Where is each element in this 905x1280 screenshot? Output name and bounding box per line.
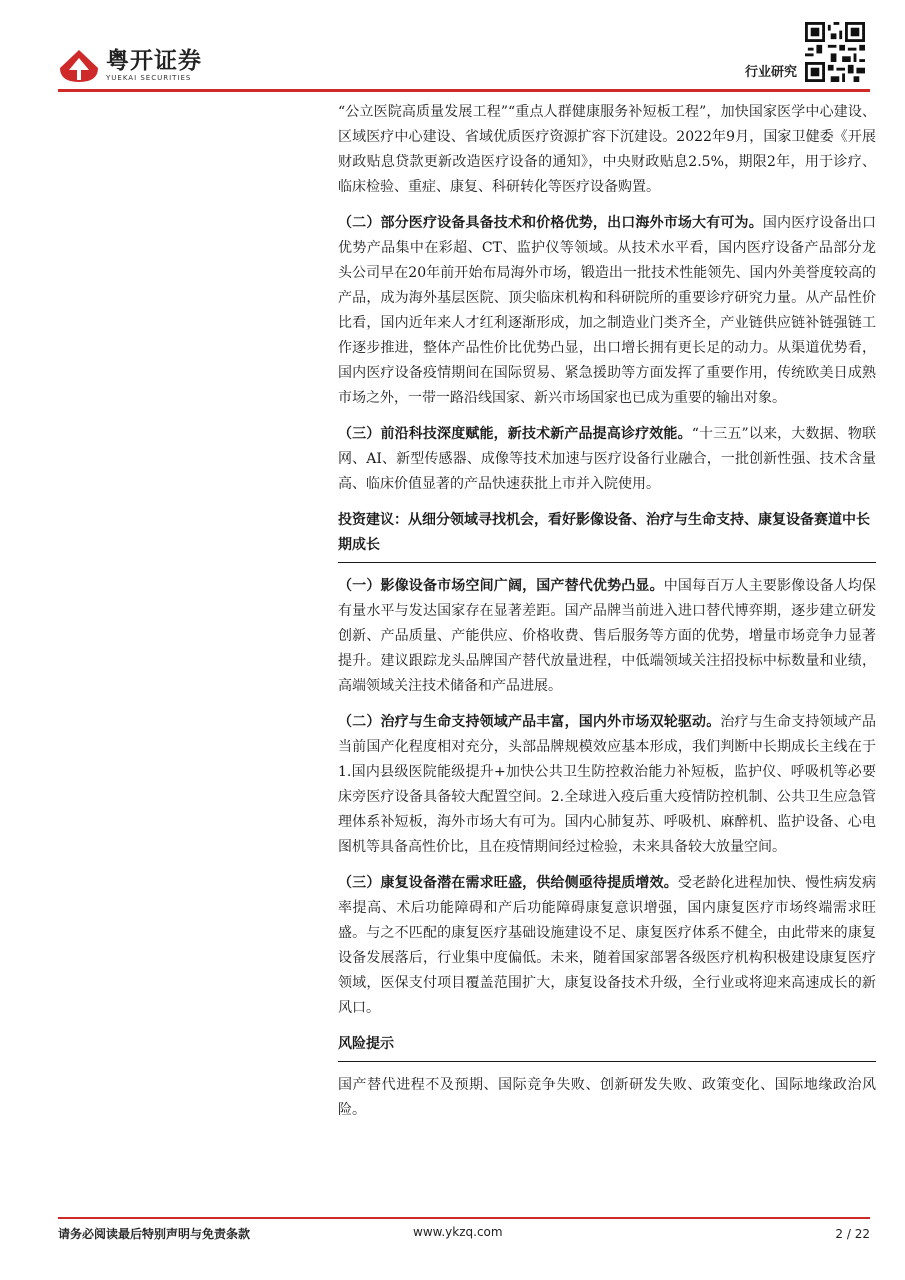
company-logo [58,48,202,84]
paragraph-lead: （二）部分医疗设备具备技术和价格优势，出口海外市场大有可为。 [338,215,763,231]
paragraph-lead: （三）前沿科技深度赋能，新技术新产品提高诊疗效能。 [338,426,692,442]
investment-advice-heading: 投资建议：从细分领域寻找机会，看好影像设备、治疗与生命支持、康复设备赛道中长期成长 [338,508,876,563]
paragraph-tech-empowerment [338,422,876,497]
header-divider [58,89,870,92]
paragraph-text: “公立医院高质量发展工程”“重点人群健康服务补短板工程”，加快国家医学中心建设、区域医疗中心建设、省域优质医疗资源扩容下沉建设。2022年9月，国家卫健委《开展财政贴息贷款更新改造医疗设备的通知》，中央财政贴息2.5%，期限2年，用于诊疗、临床检验、重症、康复、科研转化等医疗设备购置。 [338,104,876,195]
paragraph-policy [338,100,876,200]
report-section-label: 行业研究 [744,65,797,80]
paragraph-life-support [338,710,876,860]
disclaimer-link[interactable]: 请务必阅读最后特别声明与免责条款 [58,1227,251,1241]
yuekai-logo-icon [58,48,100,84]
paragraph-lead: （一）影像设备市场空间广阔，国产替代优势凸显。 [338,578,664,594]
page-header [0,0,905,100]
page-footer [58,1217,870,1242]
qr-code-icon [805,22,865,82]
report-body [338,100,876,1134]
paragraph-text: 中国每百万人主要影像设备人均保有量水平与发达国家存在显著差距。国产品牌当前进入进口替代博弈期，逐步建立研发创新、产品质量、产能供应、价格收费、售后服务等方面的优势，增量市场竞争力显著提升。建议跟踪龙头品牌国产替代放量进程，中低端领域关注招投标中标数量和业绩，高端领域关注技术储备和产品进展。 [338,578,877,694]
page-number: 2 / 22 [835,1226,870,1241]
paragraph-text: 国内医疗设备出口优势产品集中在彩超、CT、监护仪等领域。从技术水平看，国内医疗设备产品部分龙头公司早在20年前开始布局海外市场，锻造出一批技术性能领先、国内外美誉度较高的产品，成为海外基层医院、顶尖临床机构和科研院所的重要诊疗研究力量。从产品性价比看，国内近年来人才红利逐渐形成，加之制造业门类齐全，产业链供应链补链强链工作逐步推进，整体产品性价比优势凸显，出口增长拥有更长足的动力。从渠道优势看，国内医疗设备疫情期间在国际贸易、紧急援助等方面发挥了重要作用，传统欧美日成熟市场之外，一带一路沿线国家、新兴市场国家也已成为重要的输出对象。 [338,215,877,406]
risk-heading: 风险提示 [338,1032,876,1062]
footer-divider [58,1217,870,1219]
paragraph-text: “十三五”以来，大数据、物联网、AI、新型传感器、成像等技术加速与医疗设备行业融合，一批创新性强、技术含量高、临床价值显著的产品快速获批上市并入院使用。 [338,426,876,492]
company-name-cn: 粤开证券 [106,48,202,74]
paragraph-text: 受老龄化进程加快、慢性病发病率提高、术后功能障碍和产后功能障碍康复意识增强，国内康复医疗市场终端需求旺盛。与之不匹配的康复医疗基础设施建设不足、康复医疗体系不健全，由此带来的康复设备发展落后，行业集中度偏低。未来，随着国家部署各级医疗机构积极建设康复医疗领域，医保支付项目覆盖范围扩大，康复设备技术升级，全行业或将迎来高速成长的新风口。 [338,875,876,1016]
paragraph-text: 治疗与生命支持领域产品当前国产化程度相对充分，头部品牌规模效应基本形成，我们判断中长期成长主线在于 1.国内县级医院能级提升+加快公共卫生防控救治能力补短板，监护仪、呼吸机等必要床旁医疗设备具备较大配置空间。2.全球进入疫后重大疫情防控机制、公共卫生应急管理体系补短板，海外市场大有可为。国内心肺复苏、呼吸机、麻醉机、监护设备、心电图机等具备高性价比，且在疫情期间经过检验，未来具备较大放量空间。 [338,714,877,855]
paragraph-risk: 国产替代进程不及预期、国际竞争失败、创新研发失败、政策变化、国际地缘政治风险。 [338,1077,876,1118]
paragraph-lead: （二）治疗与生命支持领域产品丰富，国内外市场双轮驱动。 [338,714,721,730]
paragraph-export-advantage [338,211,876,411]
paragraph-rehab [338,871,876,1021]
company-name-en: YUEKAI SECURITIES [106,74,192,82]
paragraph-imaging [338,574,876,699]
paragraph-lead: （三）康复设备潜在需求旺盛，供给侧亟待提质增效。 [338,875,678,891]
website-link[interactable]: www.ykzq.com [413,1225,503,1239]
